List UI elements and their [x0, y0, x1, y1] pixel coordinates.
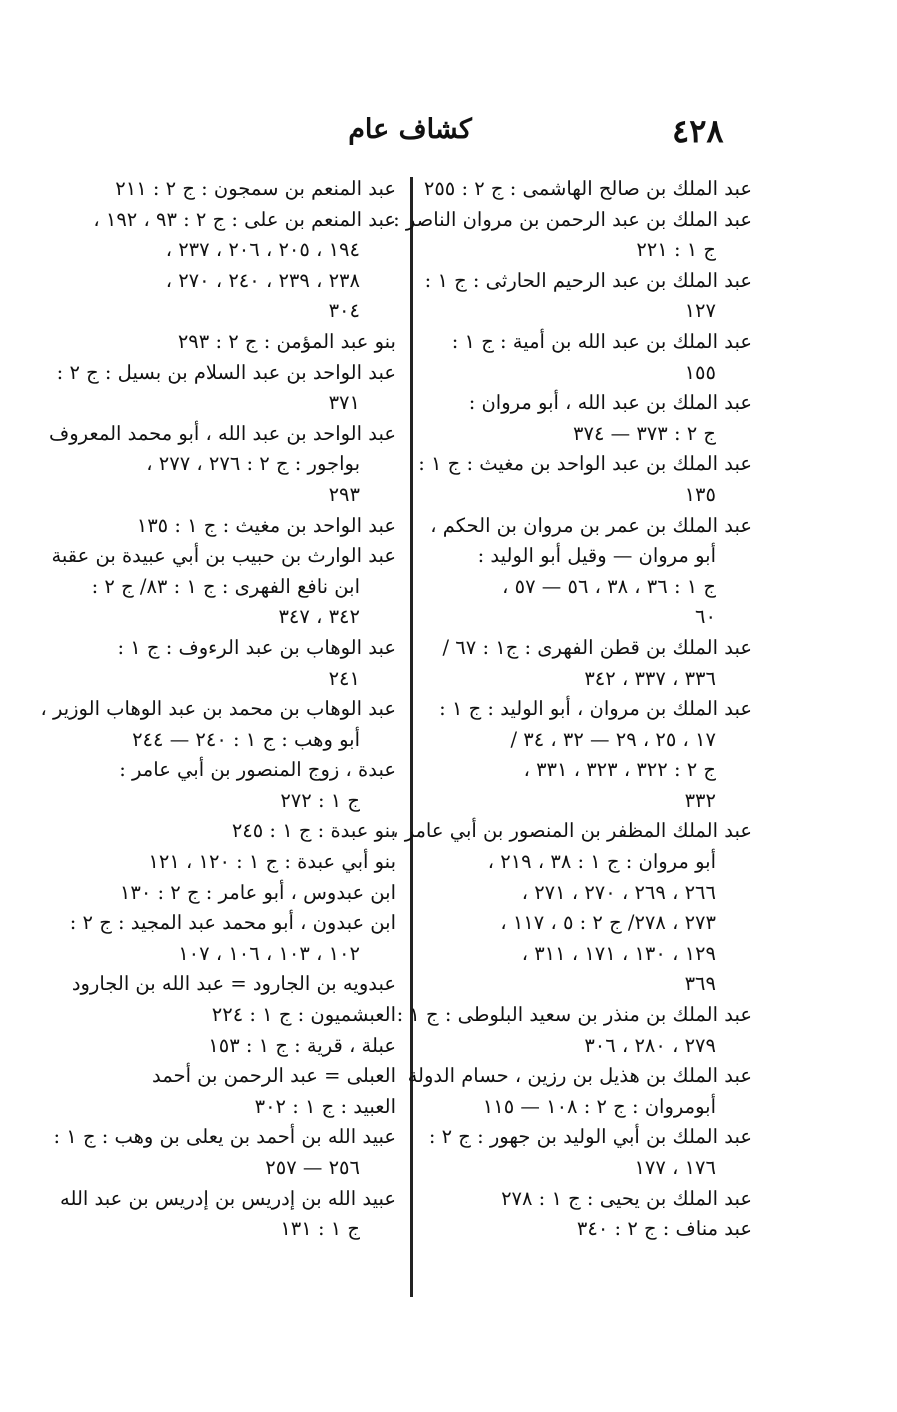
index-entry: ابن عبدوس ، أبو عامر : ج ٢ : ١٣٠	[119, 880, 396, 904]
index-entry: بنو عبدة : ج ١ : ٢٤٥	[231, 819, 396, 843]
index-entry-continuation: بواجور : ج ٢ : ٢٧٦ ، ٢٧٧ ،	[146, 452, 360, 476]
index-entry: عبدة ، زوج المنصور بن أبي عامر :	[119, 758, 396, 782]
index-entry: عبد الملك بن مروان ، أبو الوليد : ج ١ :	[439, 697, 752, 721]
index-column-left	[40, 174, 396, 1245]
index-entry: عبد الملك بن قطن الفهرى : ج١ : ٦٧ /	[442, 635, 752, 659]
index-entry: عبد الملك بن هذيل بن رزين ، حسام الدولة	[407, 1064, 752, 1088]
index-entry: عبد الواحد بن عبد الله ، أبو محمد المعروف	[49, 421, 396, 445]
index-entry: عبد الملك بن منذر بن سعيد البلوطى : ج ١ :	[396, 1003, 752, 1027]
index-entry-continuation: ١٠٢ ، ١٠٣ ، ١٠٦ ، ١٠٧	[178, 941, 360, 965]
index-entry: عبد مناف : ج ٢ : ٣٤٠	[576, 1217, 752, 1241]
index-entry: عبد الملك بن عبد الله ، أبو مروان :	[468, 391, 752, 415]
index-column-right	[392, 174, 752, 1245]
index-entry-continuation: ٢٤١	[328, 666, 360, 690]
index-entry-continuation: أبو وهب : ج ١ : ٢٤٠ — ٢٤٤	[132, 727, 360, 751]
index-entry: بنو عبد المؤمن : ج ٢ : ٢٩٣	[177, 329, 396, 353]
index-entry-continuation: ج ١ : ١٣١	[280, 1217, 360, 1241]
index-entry-continuation: ٣٣٢	[684, 788, 716, 812]
index-entry: عبد المنعم بن على : ج ٢ : ٩٣ ، ١٩٢ ،	[93, 207, 396, 231]
index-entry: عبد الوهاب بن محمد بن عبد الوهاب الوزير ،	[40, 697, 396, 721]
index-entry-continuation: ٣٣٦ ، ٣٣٧ ، ٣٤٢	[584, 666, 716, 690]
index-entry-continuation: ٢٦٦ ، ٢٦٩ ، ٢٧٠ ، ٢٧١ ،	[521, 880, 716, 904]
index-entry-continuation: ١٩٤ ، ٢٠٥ ، ٢٠٦ ، ٢٣٧ ،	[165, 238, 360, 262]
index-entry: عبد الوهاب بن عبد الرءوف : ج ١ :	[117, 635, 396, 659]
index-entry-continuation: ٦٠	[695, 605, 716, 629]
index-entry: عبيد الله بن أحمد بن يعلى بن وهب : ج ١ :	[53, 1125, 396, 1149]
index-entry: عبلة ، قرية : ج ١ : ١٥٣	[208, 1033, 396, 1057]
page-title: كشاف عام	[348, 114, 472, 145]
index-entry-continuation: ٢٧٣ ، ٢٧٨/ ج ٢ : ٥ ، ١١٧ ،	[500, 911, 716, 935]
column-divider	[410, 177, 413, 1297]
index-entry: عبد الملك بن صالح الهاشمى : ج ٢ : ٢٥٥	[423, 177, 752, 200]
index-entry-continuation: ٣٦٩	[684, 972, 716, 996]
index-entry: عبد الواحد بن مغيث : ج ١ : ١٣٥	[136, 513, 396, 537]
index-entry-continuation: ٢٣٨ ، ٢٣٩ ، ٢٤٠ ، ٢٧٠ ،	[165, 268, 360, 292]
index-entry: عبد المنعم بن سمجون : ج ٢ : ٢١١	[115, 177, 396, 200]
index-entry-continuation: ٢٥٦ — ٢٥٧	[265, 1156, 360, 1179]
index-entry-continuation: ٣٤٢ ، ٣٤٧	[278, 605, 360, 629]
index-entry-continuation: ٣٧١	[328, 391, 360, 415]
index-entry-continuation: أبو مروان — وقيل أبو الوليد :	[477, 544, 716, 568]
index-entry: عبد الملك بن عبد الله بن أمية : ج ١ :	[451, 329, 752, 353]
index-entry-continuation: ١٧٦ ، ١٧٧	[634, 1156, 716, 1179]
index-entry-continuation: ٣٠٤	[328, 299, 360, 323]
index-entry: عبد الواحد بن عبد السلام بن بسيل : ج ٢ :	[56, 360, 396, 384]
index-entry-continuation: ١٥٥	[684, 360, 716, 384]
index-entry-continuation: ج ١ : ٢٢١	[636, 238, 716, 262]
index-entry: عبيد الله بن إدريس بن إدريس بن عبد الله	[60, 1186, 396, 1210]
index-entry: العبشميون : ج ١ : ٢٢٤	[211, 1003, 396, 1027]
index-entry: عبد الملك بن يحيى : ج ١ : ٢٧٨	[501, 1186, 752, 1210]
index-entry-continuation: ج ٢ : ٣٧٣ — ٣٧٤	[573, 421, 716, 445]
index-entry-continuation: أبومروان : ج ٢ : ١٠٨ — ١١٥	[482, 1094, 716, 1118]
index-entry-continuation: ١٢٩ ، ١٣٠ ، ١٧١ ، ٣١١ ،	[521, 941, 716, 965]
index-entry-continuation: ج ١ : ٣٦ ، ٣٨ ، ٥٦ — ٥٧ ،	[502, 574, 716, 598]
index-entry-continuation: ابن نافع الفهرى : ج ١ : ٨٣/ ج ٢ :	[91, 574, 360, 598]
index-entry-continuation: ج ١ : ٢٧٢	[280, 788, 360, 812]
index-entry-continuation: ٢٧٩ ، ٢٨٠ ، ٣٠٦	[584, 1033, 716, 1057]
page-number: ٤٢٨	[672, 112, 724, 150]
index-entry: عبدويه بن الجارود = عبد الله بن الجارود	[71, 972, 396, 996]
index-entry-continuation: أبو مروان : ج ١ : ٣٨ ، ٢١٩ ،	[487, 850, 716, 874]
index-entry: العبلى = عبد الرحمن بن أحمد	[152, 1064, 396, 1088]
index-entry: عبد الوارث بن حبيب بن أبي عبيدة بن عقبة	[51, 544, 396, 568]
index-entry: ابن عبدون ، أبو محمد عبد المجيد : ج ٢ :	[69, 911, 396, 935]
index-entry-continuation: ١٢٧	[684, 299, 716, 323]
index-entry: العبيد : ج ١ : ٣٠٢	[254, 1094, 396, 1118]
index-entry: عبد الملك بن عبد الرحيم الحارثى : ج ١ :	[424, 268, 752, 292]
index-entry-continuation: ١٧ ، ٢٥ ، ٢٩ — ٣٢ ، ٣٤ /	[510, 727, 716, 751]
index-entry: بنو أبي عبدة : ج ١ : ١٢٠ ، ١٢١	[148, 850, 396, 874]
index-entry: عبد الملك بن عبد الواحد بن مغيث : ج ١ :	[418, 452, 752, 476]
index-entry: عبد الملك بن أبي الوليد بن جهور : ج ٢ :	[428, 1125, 752, 1149]
index-entry-continuation: ١٣٥	[684, 482, 716, 506]
index-entry: عبد الملك بن عبد الرحمن بن مروان الناصر :	[393, 207, 752, 231]
index-entry: عبد الملك المظفر بن المنصور بن أبي عامر ،	[392, 819, 752, 843]
index-entry: عبد الملك بن عمر بن مروان بن الحكم ،	[430, 513, 752, 537]
index-entry-continuation: ج ٢ : ٣٢٢ ، ٣٢٣ ، ٣٣١ ،	[523, 758, 716, 782]
index-entry-continuation: ٢٩٣	[328, 482, 360, 506]
